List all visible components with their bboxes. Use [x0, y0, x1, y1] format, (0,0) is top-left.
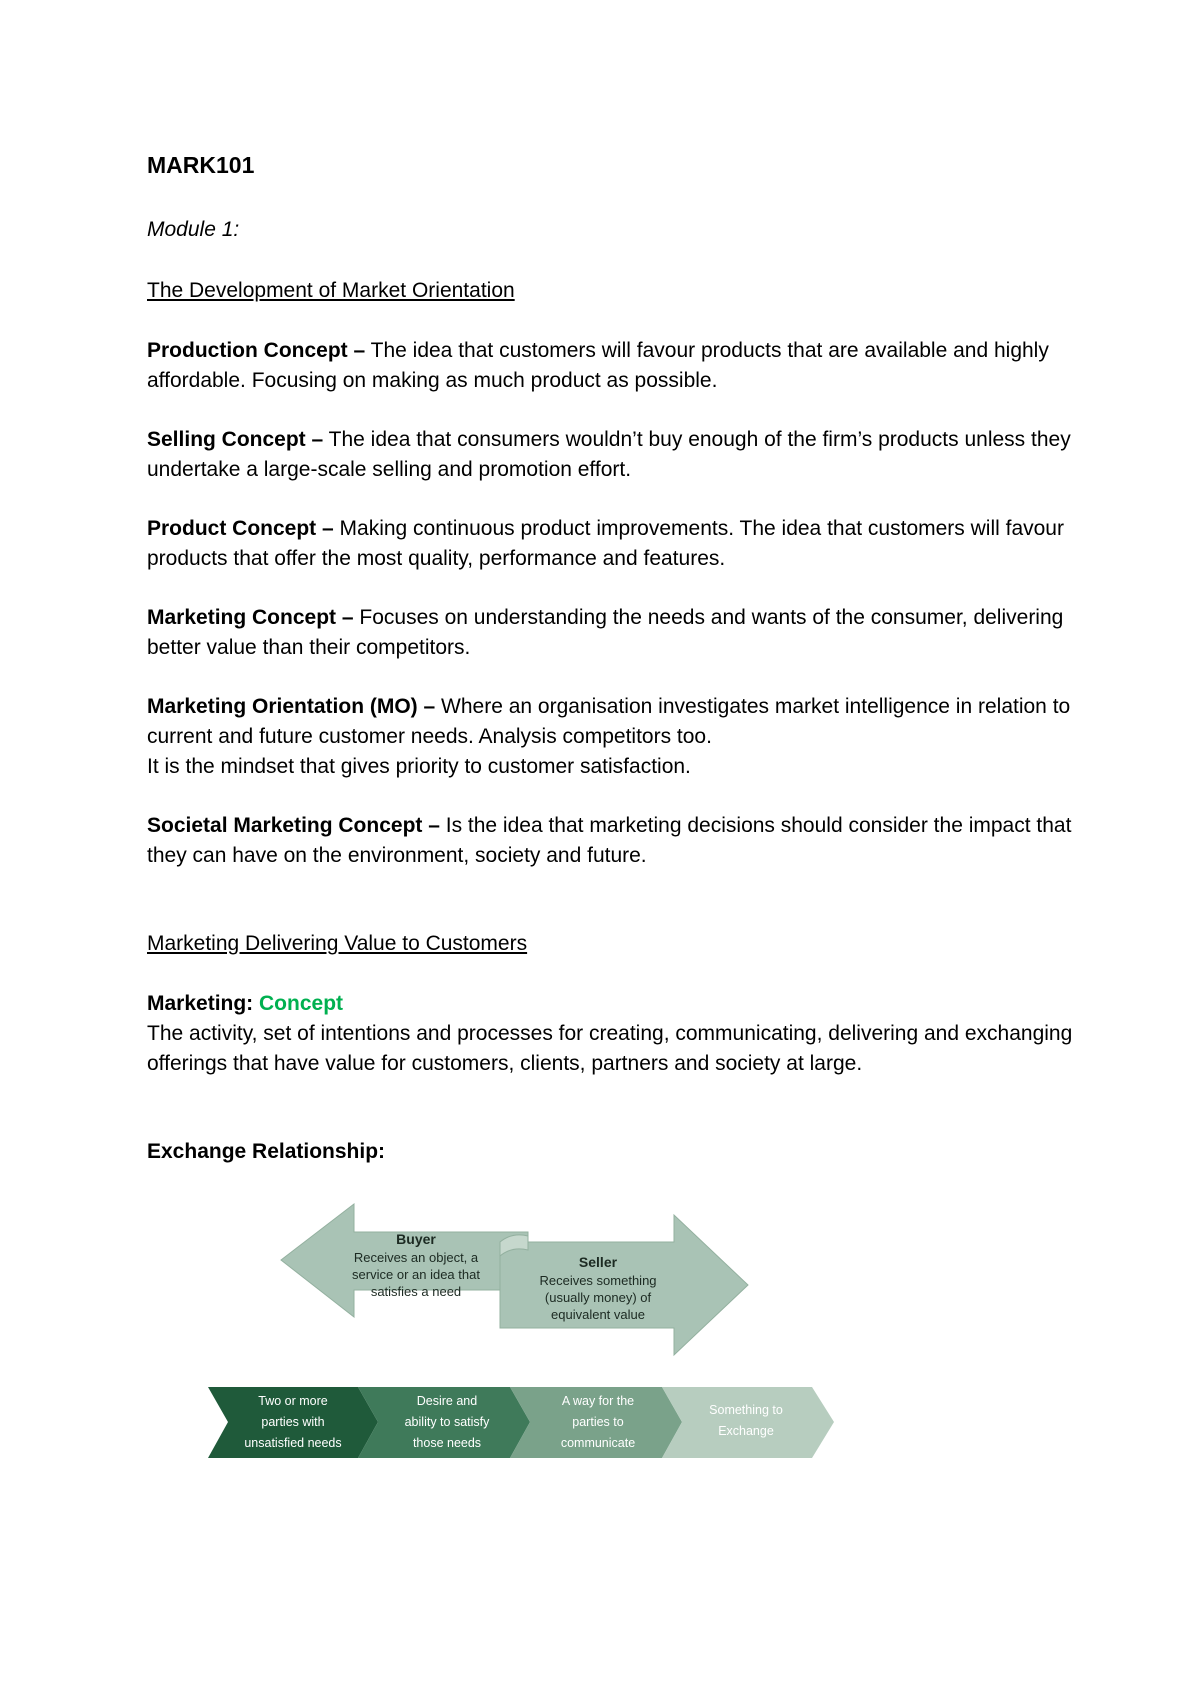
marketing-label: Marketing:: [147, 992, 260, 1015]
step-4-line: Exchange: [718, 1424, 774, 1438]
marketing-definition-text: The activity, set of intentions and processes for creating, communicating, delivering and exchanging offerings that have value for customers, clients, partners and society at large.: [147, 1022, 1073, 1075]
step-3-line: communicate: [560, 1436, 636, 1450]
step-chevron-4: [662, 1387, 834, 1458]
definition-text: The idea that customers will favour products that are available and highly affordable. Focusing on making as much product as possible.: [147, 339, 1049, 392]
step-3-line: A way for the: [561, 1394, 635, 1408]
section-heading-market-orientation: The Development of Market Orientation: [147, 279, 515, 302]
step-1-line: Two or more: [258, 1394, 328, 1408]
step-4-line: Something to: [709, 1403, 783, 1417]
step-1-line: parties with: [261, 1415, 325, 1429]
term: Marketing Orientation (MO) –: [147, 695, 436, 718]
seller-title: Seller: [578, 1254, 618, 1270]
buyer-line: Receives an object, a: [353, 1250, 479, 1265]
term: Marketing Concept –: [147, 606, 354, 629]
seller-line: (usually money) of: [544, 1290, 652, 1305]
term: Selling Concept –: [147, 428, 324, 451]
definition-text: Focuses on understanding the needs and wants of the consumer, delivering better value than their competitors.: [147, 606, 1064, 659]
term: Product Concept –: [147, 517, 334, 540]
course-code: MARK101: [147, 152, 255, 178]
definition-text: The idea that consumers wouldn’t buy enough of the firm’s products unless they undertake a large-scale selling and promotion effort.: [147, 428, 1071, 481]
definition-text: Where an organisation investigates market intelligence in relation to current and future customer needs. Analysis competitors too.: [147, 695, 1071, 748]
term: Societal Marketing Concept –: [147, 814, 440, 837]
concept-tag: Concept: [259, 992, 344, 1015]
definition-text: Making continuous product improvements. The idea that customers will favour products that offer the most quality, performance and features.: [147, 517, 1064, 570]
definition-text: Is the idea that marketing decisions should consider the impact that they can have on the environment, society and future.: [147, 814, 1072, 867]
seller-line: Receives something: [539, 1273, 657, 1288]
buyer-line: service or an idea that: [352, 1267, 480, 1282]
step-1-line: unsatisfied needs: [244, 1436, 342, 1450]
exchange-relationship-label: Exchange Relationship:: [147, 1140, 386, 1163]
step-2-line: those needs: [412, 1436, 482, 1450]
buyer-title: Buyer: [396, 1231, 436, 1247]
section-heading-delivering-value: Marketing Delivering Value to Customers: [147, 932, 528, 955]
step-2-line: ability to satisfy: [404, 1415, 490, 1429]
step-2-line: Desire and: [416, 1394, 478, 1408]
seller-line: equivalent value: [551, 1307, 645, 1322]
term: Production Concept –: [147, 339, 366, 362]
step-3-line: parties to: [572, 1415, 624, 1429]
definition-extra-text: It is the mindset that gives priority to customer satisfaction.: [147, 755, 691, 778]
buyer-line: satisfies a need: [370, 1284, 462, 1299]
module-label: Module 1:: [147, 218, 240, 241]
